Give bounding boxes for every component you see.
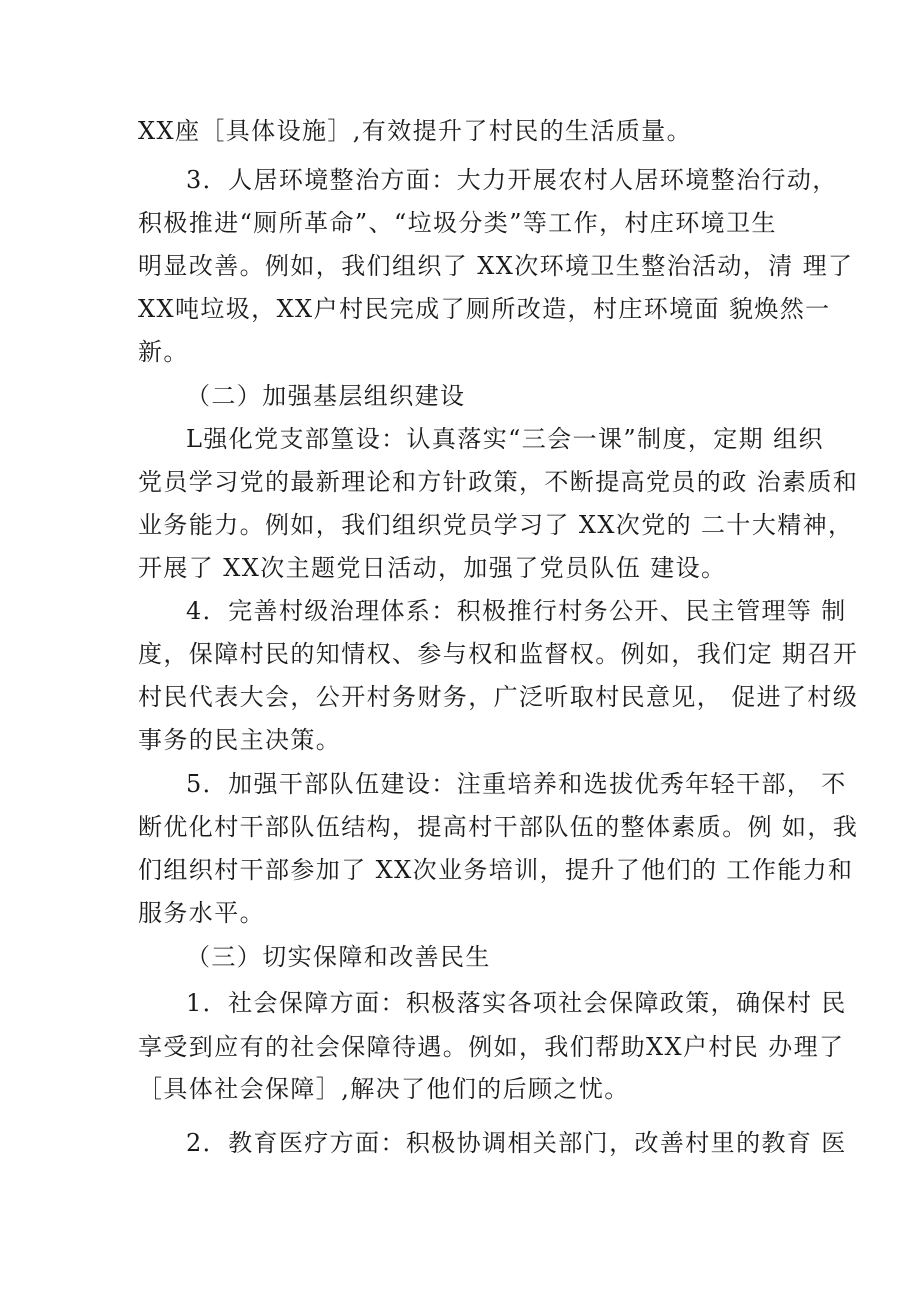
paragraph-heading-line: 1．社会保障方面：积极落实各项社会保障政策，确保村 民 [186, 989, 847, 1017]
text-line: 业务能力。例如，我们组织党员学习了 XX次党的 二十大精神， [138, 511, 854, 539]
text-line: XX座［具体设施］,有效提升了村民的生活质量。 [138, 117, 692, 145]
paragraph-heading-line: 2．教育医疗方面：积极协调相关部门，改善村里的教育 医 [186, 1129, 847, 1157]
paragraph-heading-line: 4．完善村级治理体系：积极推行村务公开、民主管理等 制 [186, 597, 847, 625]
section-heading: （三）切实保障和改善民生 [186, 943, 491, 971]
text-line: 享受到应有的社会保障待遇。例如，我们帮助XX户村民 办理了 [138, 1033, 845, 1061]
paragraph-heading-line: L强化党支部篁设：认真落实“三会一课”制度，定期 组织 [186, 425, 824, 453]
paragraph-heading-line: 5．加强干部队伍建设：注重培养和选拔优秀年轻干部， 不 [186, 770, 847, 798]
section-heading: （二）加强基层组织建设 [186, 382, 466, 410]
text-line: 村民代表大会，公开村务财务，广泛听取村民意见， 促进了村级 [138, 683, 859, 711]
paragraph-heading-line: 3．人居环境整治方面：大力开展农村人居环境整治行动， [186, 166, 838, 194]
text-line: 服务水平。 [138, 899, 265, 927]
text-line: 们组织村干部参加了 XX次业务培训，提升了他们的 工作能力和 [138, 856, 854, 884]
text-line: 新。 [138, 338, 189, 366]
text-line: 事务的民主决策。 [138, 726, 342, 754]
text-line: 开展了 XX次主题党日活动，加强了党员队伍 建设。 [138, 554, 727, 582]
text-line: 积极推进“厕所革命”、“垃圾分类”等工作，村庄环境卫生 [138, 209, 777, 237]
text-line: 断优化村干部队伍结构，提高村干部队伍的整体素质。例 如，我 [138, 813, 859, 841]
text-line: ［具体社会保障］,解决了他们的后顾之忧。 [138, 1075, 630, 1103]
text-line: 度，保障村民的知情权、参与权和监督权。例如，我们定 期召开 [138, 640, 859, 668]
text-line: 党员学习党的最新理论和方针政策，不断提高党员的政 治素质和 [138, 468, 859, 496]
text-line: 明显改善。例如，我们组织了 XX次环境卫生整治活动，清 理了 [138, 252, 854, 280]
text-line: XX吨垃圾，XX户村民完成了厕所改造，村庄环境面 貌焕然一 [138, 295, 831, 323]
